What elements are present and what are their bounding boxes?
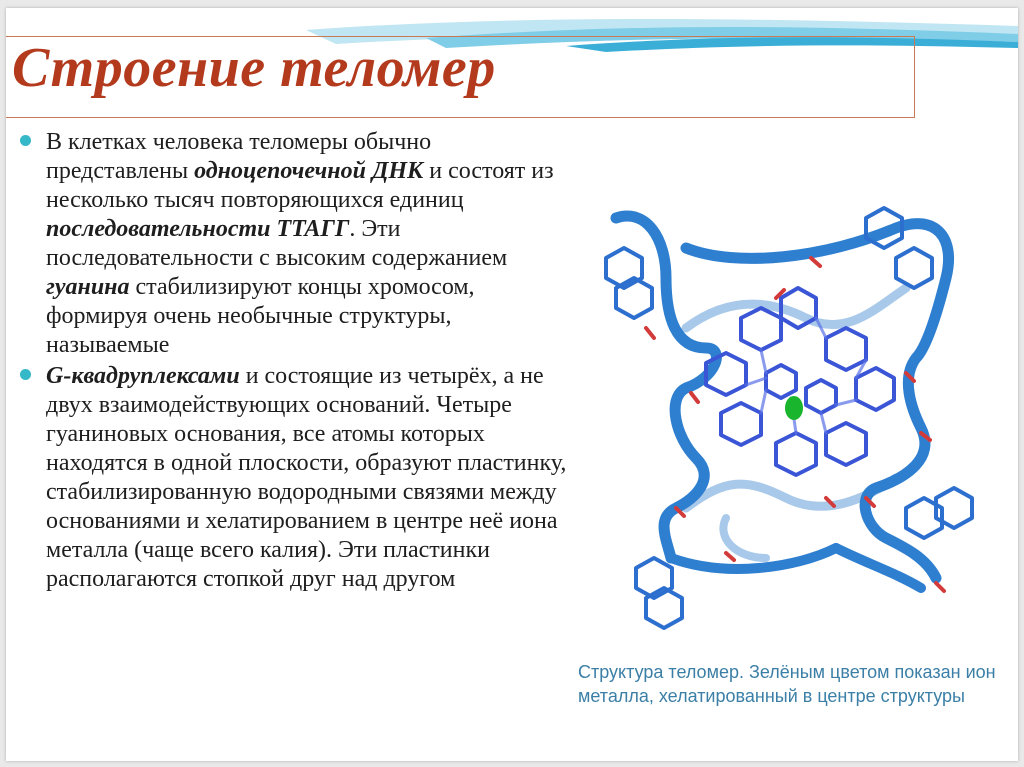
paragraph-1-text-1: В клетках человека теломеры обычно представлены bbox=[46, 129, 432, 184]
bullet-paragraph-1 bbox=[16, 128, 576, 360]
metal-ion-icon bbox=[785, 396, 803, 420]
bullet-dot-icon bbox=[20, 369, 31, 380]
figure-caption: Структура теломер. Зелёным цветом показан ион металла, хелатированный в центре структуры bbox=[578, 662, 996, 706]
emphasis-ssdna: одноцепочечной ДНК bbox=[194, 158, 424, 184]
g-quadruplex-illustration bbox=[576, 178, 1006, 638]
emphasis-guanine: гуанина bbox=[46, 274, 130, 300]
emphasis-g-quadruplex: G-квадруплексами bbox=[46, 363, 240, 389]
paragraph-1-text-3: . Эти последовательности с высоким содержанием bbox=[46, 216, 508, 271]
bullet-paragraph-2 bbox=[16, 362, 576, 594]
slide bbox=[6, 8, 1018, 761]
paragraph-1-text-4: стабилизируют концы хромосом, формируя очень необычные структуры, называемые bbox=[46, 274, 475, 358]
bullet-dot-icon bbox=[20, 135, 31, 146]
body-text bbox=[16, 128, 576, 594]
page-title: Строение теломер bbox=[12, 37, 496, 99]
emphasis-ttaggg: последовательности ТТАГГ bbox=[46, 216, 350, 242]
paragraph-2-text: и состоящие из четырёх, а не двух взаимодействующих оснований. Четыре гуаниновых основания, все атомы которых находятся в одной плоскости, образуют пластинку, стабилизированную водородными связями между основаниями и хелатированием в центре неё иона металла (чаще всего калия). Эти пластинки располагаются стопкой друг над другом bbox=[46, 363, 567, 592]
paragraph-1-text-2: и состоят из несколько тысяч повторяющихся единиц bbox=[46, 158, 554, 213]
